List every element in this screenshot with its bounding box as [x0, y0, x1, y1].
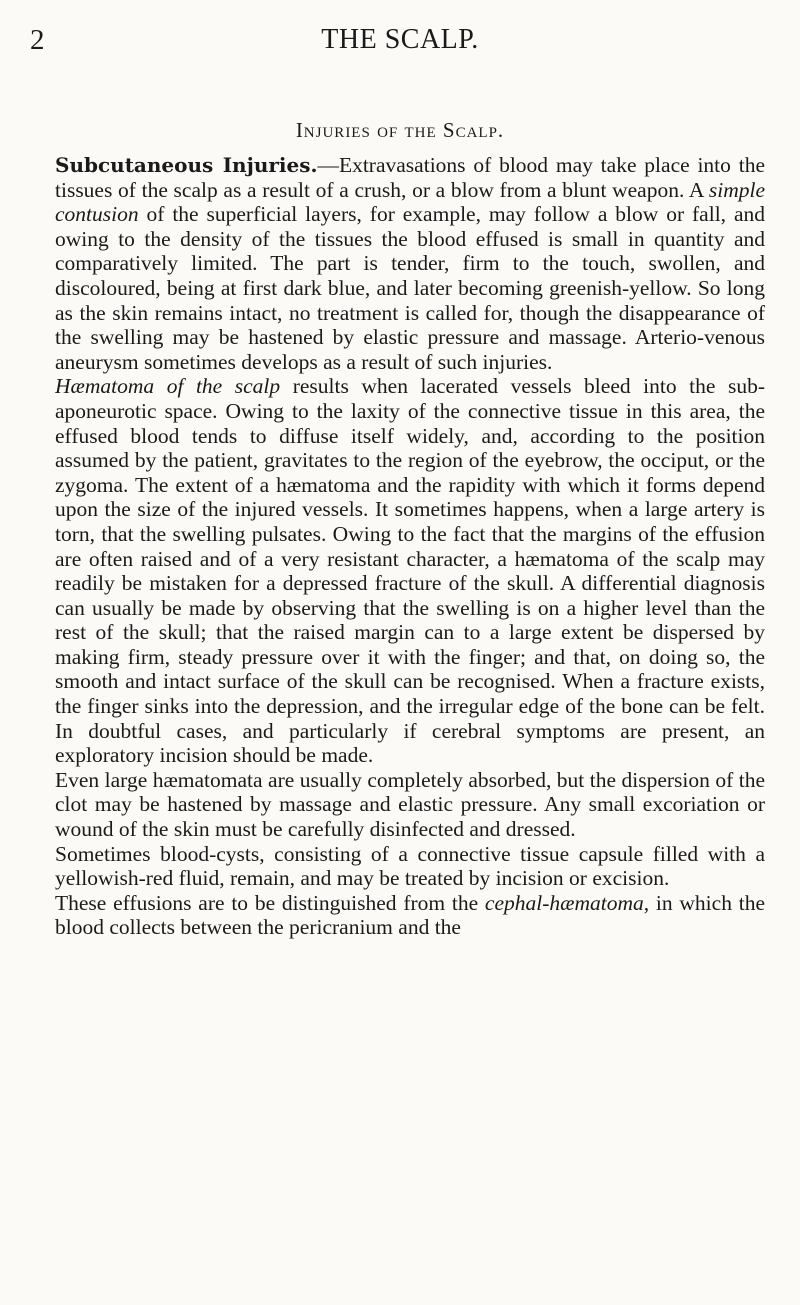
running-head: THE SCALP. — [321, 24, 479, 55]
section-title: Injuries of the Scalp. — [295, 118, 505, 142]
italic-term: Hæmatoma of the scalp — [55, 374, 281, 399]
paragraph-blood-cysts — [55, 842, 765, 891]
paragraph-absorption — [55, 768, 765, 842]
page-header — [30, 24, 770, 64]
paragraph-cephal-haematoma — [55, 891, 765, 940]
paragraph-text: results when lacerated vessels bleed into the sub-aponeurotic space. Owing to the laxity of the connective tissue in this area, the effused blood tends to diffuse itself widely, and, according to the position assumed by the patient, gravitates to the region of the eyebrow, the occiput, or the zygoma. The extent of a hæmatoma and the rapidity with which it forms depend upon the size of the injured vessels. It sometimes happens, when a large artery is torn, that the swelling pulsates. Owing to the fact that the margins of the effusion are often raised and of a very resistant character, a hæmatoma of the scalp may readily be mistaken for a depressed fracture of the skull. A differential diagnosis can usually be made by observing that the swelling is on a higher level than the rest of the skull; that the raised margin can to a large extent be dispersed by making firm, steady pressure over it with the finger; and that, on doing so, the smooth and intact surface of the skull can be recognised. When a fracture exists, the finger sinks into the depression, and the irregular edge of the bone can be felt. In doubtful cases, and particularly if cerebral symptoms are present, an exploratory incision should be made. — [55, 374, 765, 768]
body-text — [55, 153, 765, 940]
italic-term: cephal-hæmatoma — [484, 890, 644, 915]
paragraph-lead-heading: Subcutaneous Injuries. — [55, 153, 318, 177]
paragraph-text: Even large hæmatomata are usually completely absorbed, but the dispersion of the clot may be hastened by massage and elastic pressure. Any small excoriation or wound of the skin must be carefully disinfected and dressed. — [55, 767, 765, 842]
paragraph-text: Sometimes blood-cysts, consisting of a connective tissue capsule filled with a yellowish-red fluid, remain, and may be treated by incision or excision. — [55, 841, 765, 891]
paragraph-text: of the superficial layers, for example, may follow a blow or fall, and owing to the density of the tissues the blood effused is small in quantity and comparatively limited. The part is tender, firm to the touch, swollen, and discoloured, being at first dark blue, and later becoming greenish-yellow. So long as the skin remains intact, no treatment is called for, though the disappearance of the swelling may be hastened by elastic pressure and massage. Arterio-venous aneurysm sometimes develops as a result of such injuries. — [55, 202, 765, 374]
paragraph-subcutaneous-injuries — [55, 153, 765, 374]
page-number: 2 — [30, 24, 45, 56]
italic-term: simple contusion — [55, 177, 765, 227]
paragraph-haematoma — [55, 374, 765, 768]
paragraph-text: These effusions are to be distinguished from the — [55, 890, 485, 915]
paragraph-text: , in which the blood collects between the pericranium and the — [55, 890, 765, 940]
paragraph-text: —Extravasations of blood may take place into the tissues of the scalp as a result of a crush, or a blow from a blunt weapon. A — [55, 153, 765, 202]
